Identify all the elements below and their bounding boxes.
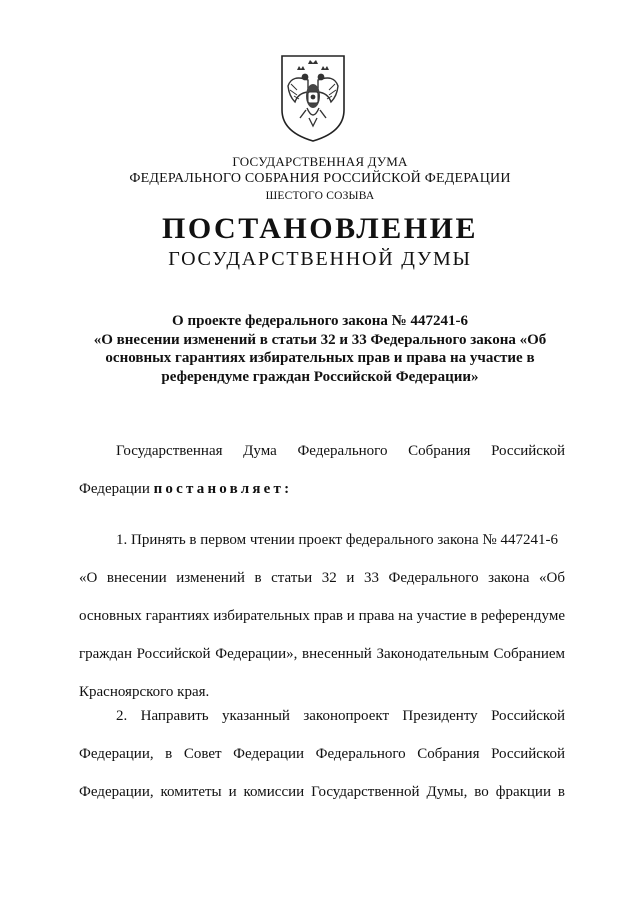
item-1-line: «О внесении изменений в статьи 32 и 33 Федерального закона «Об [79, 570, 565, 586]
law-title-line: «О внесении изменений в статьи 32 и 33 Федерального закона «Об [93, 331, 547, 348]
preamble-line [79, 479, 565, 499]
preamble-line: Государственная Дума Федерального Собрания Российской [116, 443, 565, 459]
law-title-line: О проекте федерального закона № 447241-6 [172, 313, 468, 329]
document-title: ПОСТАНОВЛЕНИЕ [162, 212, 478, 245]
coat-of-arms-icon [278, 52, 348, 144]
org-name-line-1: ГОСУДАРСТВЕННАЯ ДУМА [232, 154, 408, 169]
item-2-line: Федерации, комитеты и комиссии Государственной Думы, во фракции в [79, 784, 565, 800]
resolves-word: постановляет: [153, 481, 293, 497]
convocation-line: ШЕСТОГО СОЗЫВА [265, 190, 375, 202]
document-subtitle: ГОСУДАРСТВЕННОЙ ДУМЫ [168, 248, 472, 270]
item-1-line: основных гарантиях избирательных прав и права на участие в референдуме [79, 608, 565, 624]
preamble-text: Федерации [79, 481, 154, 497]
law-title-line: основных гарантиях избирательных прав и права на участие в [105, 350, 535, 366]
item-1-line: граждан Российской Федерации», внесенный Законодательным Собранием [79, 646, 565, 662]
item-1-line: 1. Принять в первом чтении проект федерального закона № 447241-6 [116, 532, 558, 548]
org-name-line-2: ФЕДЕРАЛЬНОГО СОБРАНИЯ РОССИЙСКОЙ ФЕДЕРАЦИИ [129, 171, 511, 186]
item-2-line: 2. Направить указанный законопроект Президенту Российской [116, 708, 565, 724]
law-title-line: референдуме граждан Российской Федерации» [161, 368, 479, 385]
item-1-line: Красноярского края. [79, 684, 210, 700]
item-2-line: Федерации, в Совет Федерации Федерального Собрания Российской [79, 746, 565, 762]
law-title [80, 312, 560, 386]
